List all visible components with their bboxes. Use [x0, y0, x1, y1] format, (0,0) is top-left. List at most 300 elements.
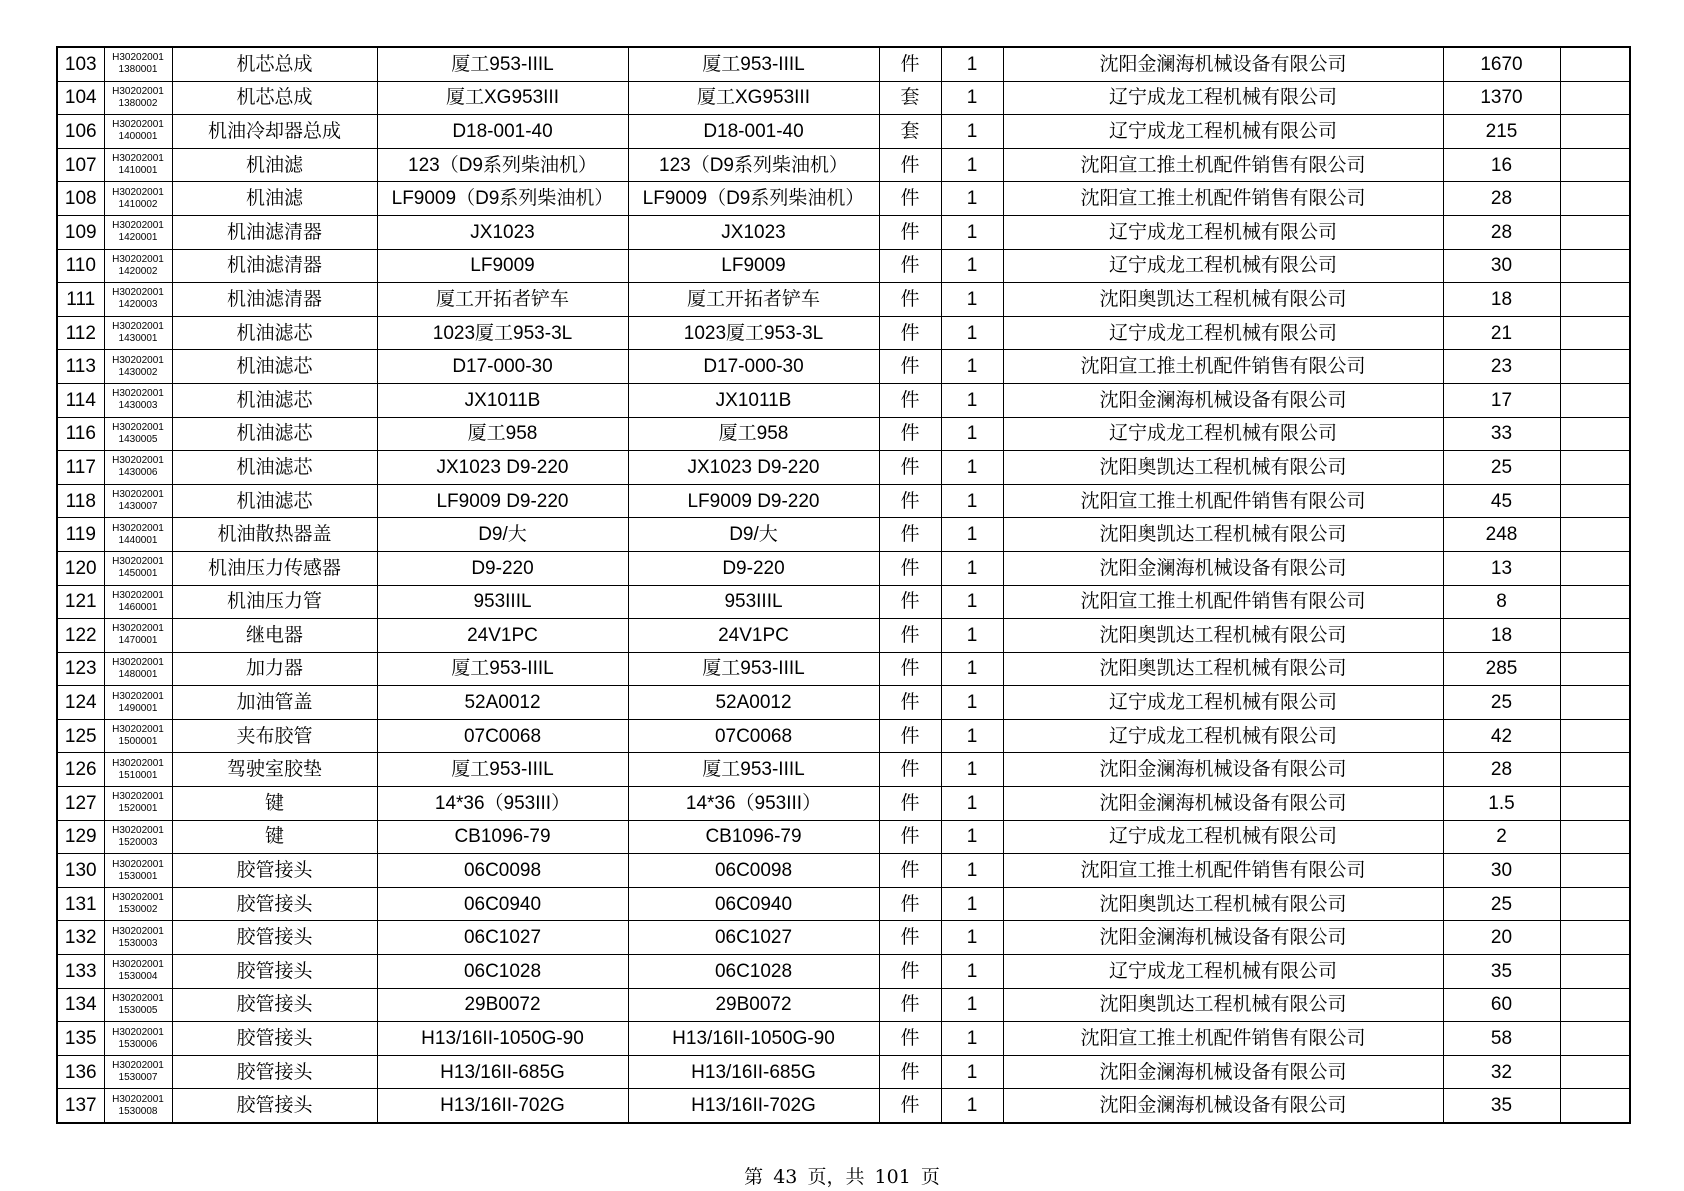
- spec-model-cell: LF9009: [377, 249, 628, 283]
- table-row: [57, 955, 1630, 989]
- seq-cell: 113: [57, 350, 104, 384]
- part-name-cell: 胶管接头: [172, 1022, 377, 1056]
- code-prefix: H30202001: [112, 220, 164, 232]
- spec-model-cell: JX1023: [377, 215, 628, 249]
- part-name-cell: 机油滤芯: [172, 484, 377, 518]
- unit-cell: 件: [879, 753, 941, 787]
- remark-cell: [1560, 1055, 1630, 1089]
- code-cell: [104, 921, 172, 955]
- code-cell: [104, 887, 172, 921]
- unit-cell: 件: [879, 719, 941, 753]
- table-row: [57, 115, 1630, 149]
- price-cell: 35: [1443, 1089, 1560, 1123]
- remark-cell: [1560, 787, 1630, 821]
- code-cell: [104, 249, 172, 283]
- part-name-cell: 键: [172, 820, 377, 854]
- supplier-cell: 沈阳宣工推土机配件销售有限公司: [1003, 350, 1443, 384]
- supplier-cell: 沈阳宣工推土机配件销售有限公司: [1003, 585, 1443, 619]
- code-suffix: 1440001: [118, 534, 158, 546]
- price-cell: 20: [1443, 921, 1560, 955]
- code-prefix: H30202001: [112, 623, 164, 635]
- spec-model-2-cell: 29B0072: [628, 988, 879, 1022]
- spec-model-cell: 06C1027: [377, 921, 628, 955]
- spec-model-2-cell: 24V1PC: [628, 619, 879, 653]
- code-prefix: H30202001: [112, 321, 164, 333]
- part-name-cell: 机油滤芯: [172, 350, 377, 384]
- code-prefix: H30202001: [112, 85, 164, 97]
- supplier-cell: 沈阳金澜海机械设备有限公司: [1003, 551, 1443, 585]
- remark-cell: [1560, 451, 1630, 485]
- code-suffix: 1530004: [118, 971, 158, 983]
- table-row: [57, 887, 1630, 921]
- supplier-cell: 沈阳宣工推土机配件销售有限公司: [1003, 484, 1443, 518]
- quantity-cell: 1: [941, 1055, 1003, 1089]
- quantity-cell: 1: [941, 47, 1003, 81]
- unit-cell: 件: [879, 518, 941, 552]
- unit-cell: 件: [879, 417, 941, 451]
- remark-cell: [1560, 417, 1630, 451]
- quantity-cell: 1: [941, 484, 1003, 518]
- price-cell: 13: [1443, 551, 1560, 585]
- spec-model-2-cell: LF9009（D9系列柴油机）: [628, 182, 879, 216]
- code-suffix: 1530005: [118, 1004, 158, 1016]
- seq-cell: 112: [57, 316, 104, 350]
- table-row: [57, 316, 1630, 350]
- remark-cell: [1560, 249, 1630, 283]
- code-cell: [104, 686, 172, 720]
- unit-cell: 件: [879, 1089, 941, 1123]
- code-cell: [104, 551, 172, 585]
- code-suffix: 1410002: [118, 198, 158, 210]
- quantity-cell: 1: [941, 115, 1003, 149]
- code-cell: [104, 350, 172, 384]
- part-name-cell: 机油压力管: [172, 585, 377, 619]
- spec-model-2-cell: JX1023 D9-220: [628, 451, 879, 485]
- remark-cell: [1560, 686, 1630, 720]
- seq-cell: 134: [57, 988, 104, 1022]
- unit-cell: 件: [879, 652, 941, 686]
- unit-cell: 件: [879, 484, 941, 518]
- quantity-cell: 1: [941, 887, 1003, 921]
- code-suffix: 1420002: [118, 265, 158, 277]
- remark-cell: [1560, 619, 1630, 653]
- seq-cell: 110: [57, 249, 104, 283]
- code-cell: [104, 417, 172, 451]
- table-row: [57, 854, 1630, 888]
- spec-model-2-cell: 06C0098: [628, 854, 879, 888]
- table-row: [57, 988, 1630, 1022]
- unit-cell: 件: [879, 619, 941, 653]
- footer-current-page: 43: [773, 1166, 798, 1188]
- table-row: [57, 283, 1630, 317]
- spec-model-cell: 29B0072: [377, 988, 628, 1022]
- seq-cell: 123: [57, 652, 104, 686]
- code-cell: [104, 585, 172, 619]
- supplier-cell: 辽宁成龙工程机械有限公司: [1003, 115, 1443, 149]
- table-row: [57, 451, 1630, 485]
- unit-cell: 件: [879, 585, 941, 619]
- code-suffix: 1500001: [118, 736, 158, 748]
- spec-model-cell: 06C0098: [377, 854, 628, 888]
- seq-cell: 120: [57, 551, 104, 585]
- spec-model-cell: 06C0940: [377, 887, 628, 921]
- remark-cell: [1560, 988, 1630, 1022]
- code-cell: [104, 652, 172, 686]
- supplier-cell: 沈阳金澜海机械设备有限公司: [1003, 1055, 1443, 1089]
- code-suffix: 1530003: [118, 937, 158, 949]
- unit-cell: 件: [879, 1055, 941, 1089]
- spec-model-2-cell: 06C1028: [628, 955, 879, 989]
- price-cell: 2: [1443, 820, 1560, 854]
- supplier-cell: 沈阳奥凯达工程机械有限公司: [1003, 988, 1443, 1022]
- supplier-cell: 沈阳奥凯达工程机械有限公司: [1003, 518, 1443, 552]
- part-name-cell: 胶管接头: [172, 988, 377, 1022]
- spec-model-2-cell: 06C0940: [628, 887, 879, 921]
- page-footer: [0, 1162, 1684, 1189]
- unit-cell: 套: [879, 81, 941, 115]
- unit-cell: 件: [879, 551, 941, 585]
- quantity-cell: 1: [941, 787, 1003, 821]
- quantity-cell: 1: [941, 215, 1003, 249]
- part-name-cell: 胶管接头: [172, 1055, 377, 1089]
- price-cell: 18: [1443, 619, 1560, 653]
- seq-cell: 119: [57, 518, 104, 552]
- spec-model-cell: 1023厦工953-3L: [377, 316, 628, 350]
- seq-cell: 127: [57, 787, 104, 821]
- quantity-cell: 1: [941, 316, 1003, 350]
- spec-model-cell: 厦工开拓者铲车: [377, 283, 628, 317]
- code-cell: [104, 753, 172, 787]
- code-prefix: H30202001: [112, 1026, 164, 1038]
- seq-cell: 109: [57, 215, 104, 249]
- supplier-cell: 沈阳奥凯达工程机械有限公司: [1003, 652, 1443, 686]
- spec-model-cell: CB1096-79: [377, 820, 628, 854]
- spec-model-2-cell: LF9009: [628, 249, 879, 283]
- spec-model-2-cell: 123（D9系列柴油机）: [628, 148, 879, 182]
- code-suffix: 1430003: [118, 400, 158, 412]
- supplier-cell: 辽宁成龙工程机械有限公司: [1003, 417, 1443, 451]
- code-prefix: H30202001: [112, 656, 164, 668]
- spec-model-2-cell: 52A0012: [628, 686, 879, 720]
- spec-model-cell: 123（D9系列柴油机）: [377, 148, 628, 182]
- spec-model-2-cell: 1023厦工953-3L: [628, 316, 879, 350]
- spec-model-2-cell: JX1023: [628, 215, 879, 249]
- remark-cell: [1560, 854, 1630, 888]
- table-body: [57, 47, 1630, 1123]
- code-cell: [104, 1055, 172, 1089]
- spec-model-cell: 07C0068: [377, 719, 628, 753]
- spec-model-cell: 厦工953-IIIL: [377, 753, 628, 787]
- seq-cell: 125: [57, 719, 104, 753]
- price-cell: 28: [1443, 182, 1560, 216]
- spec-model-cell: 14*36（953III）: [377, 787, 628, 821]
- part-name-cell: 机芯总成: [172, 81, 377, 115]
- quantity-cell: 1: [941, 81, 1003, 115]
- remark-cell: [1560, 585, 1630, 619]
- remark-cell: [1560, 887, 1630, 921]
- supplier-cell: 沈阳奥凯达工程机械有限公司: [1003, 619, 1443, 653]
- code-prefix: H30202001: [112, 522, 164, 534]
- code-prefix: H30202001: [112, 1093, 164, 1105]
- remark-cell: [1560, 350, 1630, 384]
- price-cell: 28: [1443, 753, 1560, 787]
- quantity-cell: 1: [941, 249, 1003, 283]
- table-row: [57, 417, 1630, 451]
- quantity-cell: 1: [941, 988, 1003, 1022]
- spec-model-2-cell: D9-220: [628, 551, 879, 585]
- table-row: [57, 518, 1630, 552]
- spec-model-cell: 厦工XG953III: [377, 81, 628, 115]
- code-suffix: 1430002: [118, 366, 158, 378]
- unit-cell: 件: [879, 215, 941, 249]
- supplier-cell: 沈阳金澜海机械设备有限公司: [1003, 921, 1443, 955]
- seq-cell: 130: [57, 854, 104, 888]
- code-prefix: H30202001: [112, 892, 164, 904]
- table-row: [57, 585, 1630, 619]
- quantity-cell: 1: [941, 383, 1003, 417]
- table-row: [57, 383, 1630, 417]
- table-row: [57, 787, 1630, 821]
- code-cell: [104, 383, 172, 417]
- unit-cell: 件: [879, 820, 941, 854]
- code-suffix: 1480001: [118, 668, 158, 680]
- remark-cell: [1560, 652, 1630, 686]
- part-name-cell: 胶管接头: [172, 1089, 377, 1123]
- remark-cell: [1560, 182, 1630, 216]
- part-name-cell: 胶管接头: [172, 854, 377, 888]
- spec-model-2-cell: CB1096-79: [628, 820, 879, 854]
- table-row: [57, 719, 1630, 753]
- part-name-cell: 机油压力传感器: [172, 551, 377, 585]
- part-name-cell: 夹布胶管: [172, 719, 377, 753]
- spec-model-2-cell: H13/16II-1050G-90: [628, 1022, 879, 1056]
- code-cell: [104, 719, 172, 753]
- seq-cell: 136: [57, 1055, 104, 1089]
- code-suffix: 1530001: [118, 870, 158, 882]
- price-cell: 60: [1443, 988, 1560, 1022]
- price-cell: 25: [1443, 887, 1560, 921]
- quantity-cell: 1: [941, 551, 1003, 585]
- code-cell: [104, 115, 172, 149]
- code-cell: [104, 283, 172, 317]
- footer-total-pages: 101: [874, 1166, 911, 1188]
- table-row: [57, 215, 1630, 249]
- part-name-cell: 胶管接头: [172, 921, 377, 955]
- price-cell: 8: [1443, 585, 1560, 619]
- code-prefix: H30202001: [112, 925, 164, 937]
- quantity-cell: 1: [941, 955, 1003, 989]
- unit-cell: 件: [879, 451, 941, 485]
- seq-cell: 132: [57, 921, 104, 955]
- seq-cell: 137: [57, 1089, 104, 1123]
- price-cell: 1670: [1443, 47, 1560, 81]
- code-prefix: H30202001: [112, 186, 164, 198]
- code-suffix: 1520003: [118, 836, 158, 848]
- spec-model-2-cell: 厦工953-IIIL: [628, 753, 879, 787]
- footer-middle: 页，共: [807, 1166, 865, 1188]
- code-suffix: 1490001: [118, 702, 158, 714]
- supplier-cell: 沈阳金澜海机械设备有限公司: [1003, 1089, 1443, 1123]
- supplier-cell: 沈阳宣工推土机配件销售有限公司: [1003, 148, 1443, 182]
- spec-model-2-cell: 14*36（953III）: [628, 787, 879, 821]
- table-row: [57, 81, 1630, 115]
- supplier-cell: 辽宁成龙工程机械有限公司: [1003, 686, 1443, 720]
- spec-model-2-cell: 06C1027: [628, 921, 879, 955]
- quantity-cell: 1: [941, 719, 1003, 753]
- price-cell: 30: [1443, 249, 1560, 283]
- code-prefix: H30202001: [112, 858, 164, 870]
- code-suffix: 1510001: [118, 769, 158, 781]
- unit-cell: 件: [879, 988, 941, 1022]
- spec-model-2-cell: 953IIIL: [628, 585, 879, 619]
- spec-model-2-cell: D9/大: [628, 518, 879, 552]
- table-row: [57, 551, 1630, 585]
- table-row: [57, 350, 1630, 384]
- remark-cell: [1560, 753, 1630, 787]
- code-prefix: H30202001: [112, 757, 164, 769]
- seq-cell: 122: [57, 619, 104, 653]
- quantity-cell: 1: [941, 854, 1003, 888]
- price-cell: 18: [1443, 283, 1560, 317]
- spec-model-2-cell: D17-000-30: [628, 350, 879, 384]
- code-prefix: H30202001: [112, 824, 164, 836]
- price-cell: 16: [1443, 148, 1560, 182]
- code-cell: [104, 820, 172, 854]
- seq-cell: 117: [57, 451, 104, 485]
- supplier-cell: 辽宁成龙工程机械有限公司: [1003, 955, 1443, 989]
- code-suffix: 1420001: [118, 232, 158, 244]
- code-suffix: 1420003: [118, 299, 158, 311]
- code-prefix: H30202001: [112, 52, 164, 64]
- code-cell: [104, 854, 172, 888]
- code-cell: [104, 47, 172, 81]
- spec-model-2-cell: 厦工958: [628, 417, 879, 451]
- table-row: [57, 753, 1630, 787]
- code-suffix: 1400001: [118, 131, 158, 143]
- seq-cell: 126: [57, 753, 104, 787]
- seq-cell: 103: [57, 47, 104, 81]
- table-row: [57, 1055, 1630, 1089]
- part-name-cell: 机芯总成: [172, 47, 377, 81]
- footer-suffix: 页: [920, 1166, 940, 1188]
- quantity-cell: 1: [941, 283, 1003, 317]
- unit-cell: 件: [879, 921, 941, 955]
- code-cell: [104, 1089, 172, 1123]
- quantity-cell: 1: [941, 1022, 1003, 1056]
- price-cell: 21: [1443, 316, 1560, 350]
- spec-model-2-cell: 厦工953-IIIL: [628, 652, 879, 686]
- code-suffix: 1530007: [118, 1072, 158, 1084]
- price-cell: 45: [1443, 484, 1560, 518]
- remark-cell: [1560, 47, 1630, 81]
- price-cell: 33: [1443, 417, 1560, 451]
- spec-model-cell: D9-220: [377, 551, 628, 585]
- part-name-cell: 胶管接头: [172, 955, 377, 989]
- spec-model-cell: 52A0012: [377, 686, 628, 720]
- spec-model-cell: 厦工953-IIIL: [377, 47, 628, 81]
- code-cell: [104, 484, 172, 518]
- remark-cell: [1560, 316, 1630, 350]
- seq-cell: 118: [57, 484, 104, 518]
- code-cell: [104, 988, 172, 1022]
- supplier-cell: 沈阳金澜海机械设备有限公司: [1003, 383, 1443, 417]
- unit-cell: 件: [879, 854, 941, 888]
- code-suffix: 1470001: [118, 635, 158, 647]
- code-suffix: 1530008: [118, 1105, 158, 1117]
- part-name-cell: 机油滤清器: [172, 249, 377, 283]
- supplier-cell: 沈阳金澜海机械设备有限公司: [1003, 787, 1443, 821]
- code-cell: [104, 619, 172, 653]
- table-row: [57, 484, 1630, 518]
- remark-cell: [1560, 81, 1630, 115]
- quantity-cell: 1: [941, 1089, 1003, 1123]
- spec-model-cell: H13/16II-685G: [377, 1055, 628, 1089]
- code-suffix: 1380001: [118, 64, 158, 76]
- spec-model-cell: D18-001-40: [377, 115, 628, 149]
- price-cell: 25: [1443, 686, 1560, 720]
- table-row: [57, 148, 1630, 182]
- unit-cell: 件: [879, 148, 941, 182]
- supplier-cell: 辽宁成龙工程机械有限公司: [1003, 249, 1443, 283]
- remark-cell: [1560, 518, 1630, 552]
- supplier-cell: 沈阳金澜海机械设备有限公司: [1003, 753, 1443, 787]
- part-name-cell: 加力器: [172, 652, 377, 686]
- remark-cell: [1560, 383, 1630, 417]
- spec-model-cell: JX1023 D9-220: [377, 451, 628, 485]
- price-cell: 32: [1443, 1055, 1560, 1089]
- code-cell: [104, 215, 172, 249]
- part-name-cell: 机油滤芯: [172, 316, 377, 350]
- code-suffix: 1410001: [118, 165, 158, 177]
- remark-cell: [1560, 820, 1630, 854]
- code-cell: [104, 1022, 172, 1056]
- spec-model-2-cell: H13/16II-685G: [628, 1055, 879, 1089]
- price-cell: 28: [1443, 215, 1560, 249]
- remark-cell: [1560, 148, 1630, 182]
- supplier-cell: 沈阳宣工推土机配件销售有限公司: [1003, 182, 1443, 216]
- part-name-cell: 继电器: [172, 619, 377, 653]
- code-prefix: H30202001: [112, 455, 164, 467]
- spec-model-2-cell: 厦工开拓者铲车: [628, 283, 879, 317]
- remark-cell: [1560, 484, 1630, 518]
- remark-cell: [1560, 955, 1630, 989]
- price-cell: 285: [1443, 652, 1560, 686]
- remark-cell: [1560, 115, 1630, 149]
- table-row: [57, 820, 1630, 854]
- part-name-cell: 键: [172, 787, 377, 821]
- code-cell: [104, 316, 172, 350]
- part-name-cell: 胶管接头: [172, 887, 377, 921]
- seq-cell: 135: [57, 1022, 104, 1056]
- unit-cell: 件: [879, 47, 941, 81]
- supplier-cell: 辽宁成龙工程机械有限公司: [1003, 316, 1443, 350]
- part-name-cell: 加油管盖: [172, 686, 377, 720]
- code-prefix: H30202001: [112, 690, 164, 702]
- unit-cell: 件: [879, 316, 941, 350]
- code-suffix: 1530006: [118, 1038, 158, 1050]
- spec-model-2-cell: 厦工953-IIIL: [628, 47, 879, 81]
- price-cell: 35: [1443, 955, 1560, 989]
- spec-model-2-cell: 厦工XG953III: [628, 81, 879, 115]
- code-suffix: 1430007: [118, 501, 158, 513]
- remark-cell: [1560, 215, 1630, 249]
- quantity-cell: 1: [941, 921, 1003, 955]
- spec-model-cell: 厦工953-IIIL: [377, 652, 628, 686]
- supplier-cell: 辽宁成龙工程机械有限公司: [1003, 215, 1443, 249]
- spec-model-cell: 953IIIL: [377, 585, 628, 619]
- code-cell: [104, 81, 172, 115]
- quantity-cell: 1: [941, 820, 1003, 854]
